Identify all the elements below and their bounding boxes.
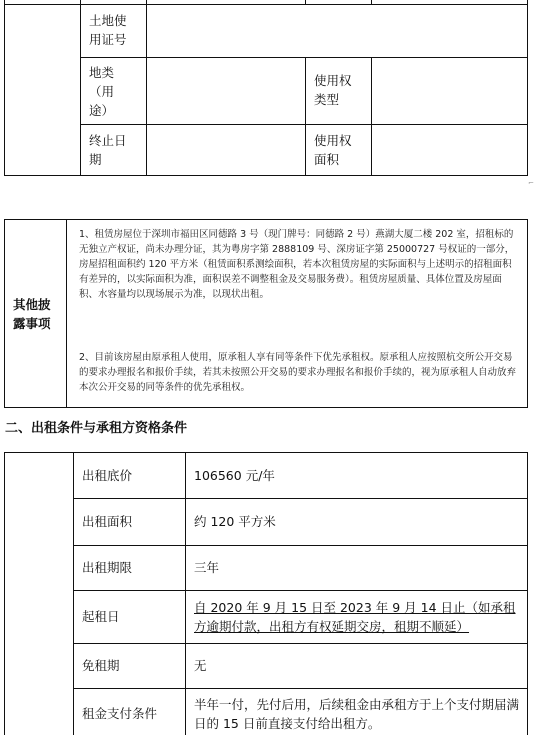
term-value: 半年一付，先付后用，后续租金由承租方于上个支付期届满日的 15 日前直接支付给出租方。 xyxy=(194,697,520,731)
disclosure-para-2: 2、目前该房屋由原承租人使用，原承租人享有同等条件下优先承租权。原承租人应按照杭交所公开交易的要求办理报名和报价手续，若其未按照公开交易的要求办理报名和报价手续的，视为原承租人自动放弃本次公开交易的同等条件的优先承租权。 xyxy=(79,352,517,393)
term-label: 出租底价 xyxy=(82,468,133,483)
term-label: 出租期限 xyxy=(82,560,133,575)
term-value: 自 2020 年 9 月 15 日至 2023 年 9 月 14 日止（如承租方逾期付款，出租方有权延期交房，租期不顺延） xyxy=(194,600,516,634)
term-label: 出租面积 xyxy=(82,514,133,529)
term-value: 106560 元/年 xyxy=(194,468,275,483)
right-type-label: 使用权 类型 xyxy=(314,73,352,107)
land-use-label: 地类 （用 途） xyxy=(89,65,115,118)
disclosure-label: 其他披 露事项 xyxy=(13,297,51,331)
land-cert-label: 土地使 用证号 xyxy=(89,13,127,47)
disclosure-para-1: 1、租赁房屋位于深圳市福田区同德路 3 号（现门牌号：同德路 2 号）燕湖大厦二楼 202 室，招租标的无独立产权证，尚未办理分证，其为粤房字第 2888109 号、深房证字第 25000727 号权证的一部分，房屋招租面积约 120 平方米（租赁面积系测绘面积，若本次租赁房屋的实际面积与上述明示的招租面积有差异的，以实际面积为准，面积误差不调整租金及交易服务费）。租赁房屋质量、具体位置及房屋面积、水容量均以现场展示为准，以现状出租。 xyxy=(79,229,515,300)
term-value: 三年 xyxy=(194,560,220,575)
term-label: 免租期 xyxy=(82,658,120,673)
end-date-label: 终止日 期 xyxy=(89,133,127,167)
term-value: 约 120 平方米 xyxy=(194,514,276,529)
term-label: 租金支付条件 xyxy=(82,706,158,721)
paragraph-mark: ⌐ xyxy=(528,179,534,187)
term-label: 起租日 xyxy=(82,609,120,624)
section-2-title: 二、出租条件与承租方资格条件 xyxy=(5,421,188,436)
right-area-label: 使用权 面积 xyxy=(314,133,352,167)
term-value: 无 xyxy=(194,658,207,673)
